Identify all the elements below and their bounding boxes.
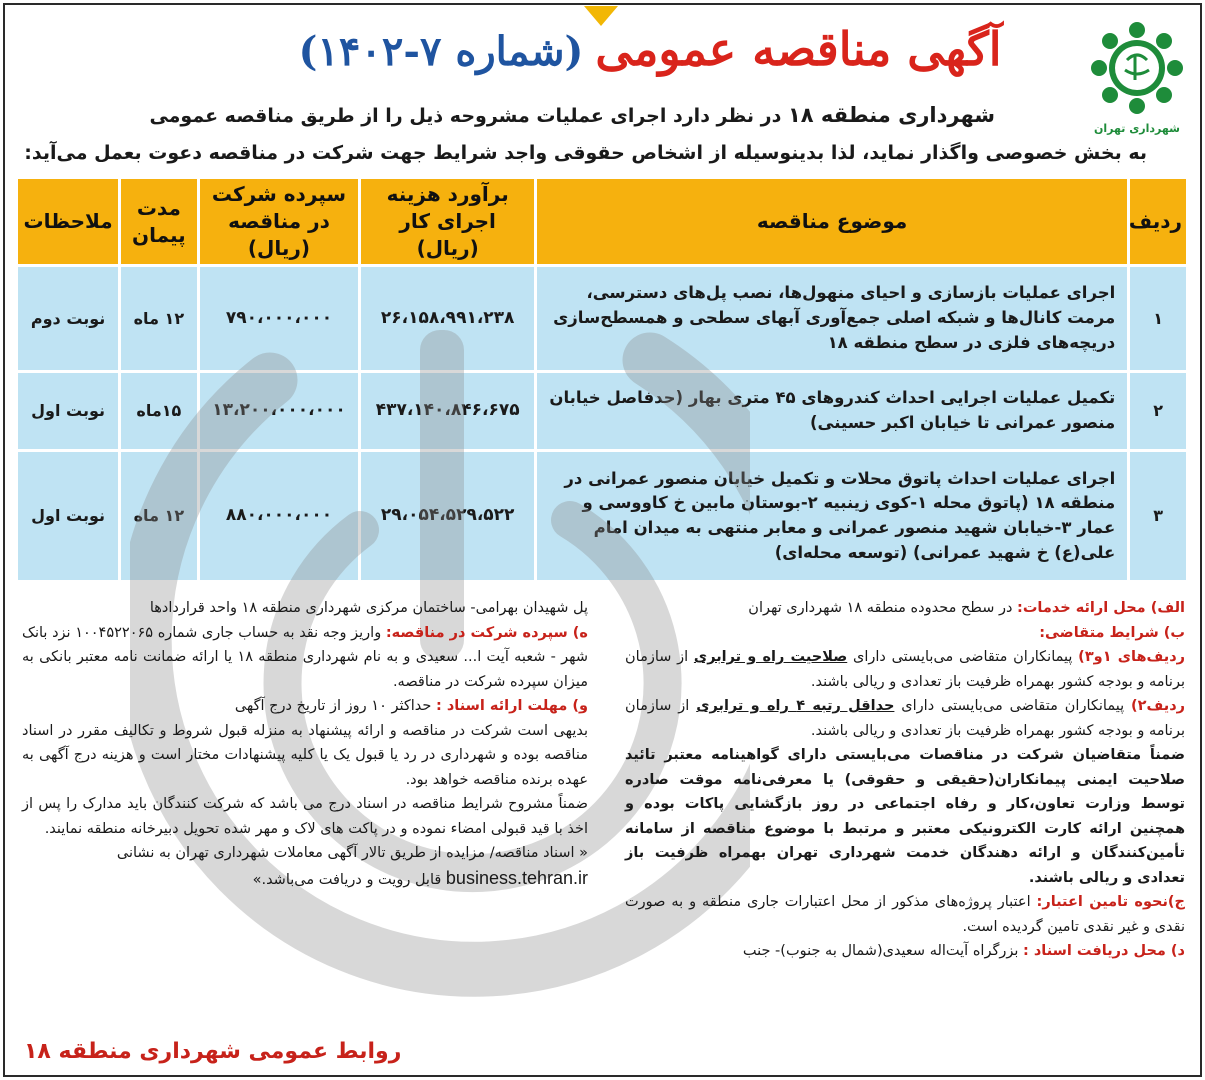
row-deposit: ۱۳،۲۰۰،۰۰۰،۰۰۰ [200,373,359,449]
service-location-text: در سطح محدوده منطقه ۱۸ شهرداری تهران [748,600,1013,616]
intro-line-1 [149,103,995,127]
row-deposit: ۷۹۰،۰۰۰،۰۰۰ [200,267,359,370]
table-row [18,267,1186,370]
label-funding: ج)نحوه تامین اعتبار: [1036,894,1186,910]
row-duration: ۱۲ ماه [121,452,196,580]
table-row [18,373,1186,449]
rows-1-3-pre: پیمانکاران متقاضی می‌بایستی دارای [852,649,1073,665]
conditions-left-column [22,596,588,892]
logo-text: شهرداری تهران [1094,122,1180,135]
intro-org: شهرداری منطقه ۱۸ [787,103,995,127]
row-duration: ۱۲ ماه [121,267,196,370]
row-estimate: ۲۹،۰۵۴،۵۲۹،۵۲۲ [361,452,533,580]
header-duration: مدت پیمان [121,179,196,264]
row-notes: نوبت دوم [18,267,118,370]
row-number: ۳ [1130,452,1186,580]
portal-url-link[interactable]: business.tehran.ir [445,867,588,888]
portal-text-end: قابل رویت و دریافت می‌باشد.» [252,871,442,888]
conditions-right-column [625,596,1185,964]
header-row-number: ردیف [1130,179,1186,264]
row-notes: نوبت اول [18,373,118,449]
safety-certificate-paragraph: ضمناً متقاضیان شرکت در مناقصات می‌بایستی دارای گواهینامه معتبر تائید صلاحیت ایمنی پیمانکاران(حقیقی و حقوقی) یا معرفی‌نامه موقت صادره توسط وزارت تعاون،کار و رفاه اجتماعی در روز بازگشایی پاکات بوده و همچنین ارائه کارت الکترونیکی معتبر و مرتبط با موضوع مناقصه از سامانه تأمین‌کنندگان و ارائه دهندگان خدمت شهرداری تهران بهمراه ظرفیت باز تعدادی و ریالی باشند. [625,747,1185,886]
footer-public-relations: روابط عمومی شهرداری منطقه ۱۸ [24,1039,402,1064]
intro-line-2: به بخش خصوصی واگذار نماید، لذا بدینوسیله از اشخاص حقوقی واجد شرایط جهت شرکت در مناقصه دعوت بعمل می‌آید: [24,142,1147,164]
terms-paragraph: بدیهی است شرکت در مناقصه و ارائه پیشنهاد به منزله قبول شروط و تکالیف مقرر در اسناد مناقصه بوده و شهرداری در رد یا قبول یک یا کلیه پیشنهادات مختار است و هزینه درج آگهی به عهده برنده مناقصه خواهد بود. [22,722,588,788]
tender-table [15,176,1189,583]
label-document-location: د) محل دریافت اسناد : [1023,943,1185,959]
row-estimate: ۲۶،۱۵۸،۹۹۱،۲۳۸ [361,267,533,370]
title-number: (شماره ۷-۱۴۰۲) [298,28,584,75]
label-row-2: ردیف۲) [1131,698,1186,714]
row-duration: ۱۵ماه [121,373,196,449]
rows-1-3-post: از سازمان برنامه و بودجه کشور بهمراه ظرفیت باز تعدادی و ریالی باشند. [625,649,1185,690]
row-estimate: ۴۳۷،۱۴۰،۸۴۶،۶۷۵ [361,373,533,449]
header-subject: موضوع مناقصه [537,179,1127,264]
deadline-text: حداکثر ۱۰ روز از تاریخ درج آگهی [234,698,432,714]
funding-text: اعتبار پروژه‌های مذکور از محل اعتبارات جاری منطقه و به صورت نقدی و غیر نقدی تامین گردیده است. [625,894,1185,935]
label-rows-1-3: ردیف‌های ۱و۳) [1078,649,1186,665]
row-2-qualification: حداقل رتبه ۴ راه و ترابری [696,698,895,714]
address-continued: پل شهیدان بهرامی- ساختمان مرکزی شهرداری منطقه ۱۸ واحد قراردادها [149,600,588,616]
label-applicant-conditions: ب) شرایط متقاضی: [1039,624,1185,641]
portal-text: « اسناد مناقصه/ مزایده از طریق تالار آگهی معاملات شهرداری تهران به نشانی [116,845,588,861]
label-deposit: ه) سپرده شرکت در مناقصه: [385,624,588,641]
deposit-text: واریز وجه نقد به حساب جاری شماره ۱۰۰۴۵۲۲۰۶۵ نزد بانک شهر - شعبه آیت ا... سعیدی و به نام شهرداری منطقه ۱۸ یا ارائه ضمانت نامه معتبر بانکی به میزان سپرده شرکت در مناقصه. [22,624,589,690]
header-notes: ملاحظات [18,179,118,264]
label-service-location: الف) محل ارائه خدمات: [1017,600,1185,616]
row-number: ۲ [1130,373,1186,449]
row-subject: اجرای عملیات بازسازی و احیای منهول‌ها، نصب پل‌های دسترسی، مرمت کانال‌ها و شبکه اصلی جمع‌آوری آبهای سطحی و همسطح‌سازی دریچه‌های فلزی در سطح منطقه ۱۸ [537,267,1127,370]
portal-paragraph [22,841,588,892]
page-title [240,22,1060,76]
document-location-text: بزرگراه آیت‌اله سعیدی(شمال به جنوب)- جنب [742,943,1019,959]
rows-1-3-qualification: صلاحیت راه و ترابری [693,649,848,665]
row-number: ۱ [1130,267,1186,370]
row-subject: اجرای عملیات احداث پاتوق محلات و تکمیل خیابان منصور عمرانی در منطقه ۱۸ (پاتوق محله ۱-کوی زینبیه ۲-بوستان مابین خ کاووسی و عمار ۳-خیابان شهید منصور عمرانی و معابر منتهی به میدان امام علی(ع) خ شهید عمرانی) (توسعه محله‌ای) [537,452,1127,580]
header-estimate: برآورد هزینه اجرای کار (ریال) [361,179,533,264]
header-deposit: سپرده شرکت در مناقصه (ریال) [200,179,359,264]
label-deadline: و) مهلت ارائه اسناد : [435,698,588,714]
title-main: آگهی مناقصه عمومی [595,22,1002,76]
row-notes: نوبت اول [18,452,118,580]
intro-line1-text: در نظر دارد اجرای عملیات مشروحه ذیل را از طریق مناقصه عمومی [149,105,782,127]
row-subject: تکمیل عملیات اجرایی احداث کندروهای ۴۵ متری بهار (حدفاصل خیابان منصور عمرانی تا خیابان اکبر حسینی) [537,373,1127,449]
row-2-pre: پیمانکاران متقاضی می‌بایستی دارای [901,698,1125,714]
row-2-post: از سازمان برنامه و بودجه کشور بهمراه ظرفیت باز تعدادی و ریالی باشند. [625,698,1185,739]
table-row [18,452,1186,580]
row-deposit: ۸۸۰،۰۰۰،۰۰۰ [200,452,359,580]
documents-paragraph: ضمناً مشروح شرایط مناقصه در اسناد درج می باشد که شرکت کنندگان باید مدارک را پس از اخذ با قید قبولی امضاء نموده و در پاکت های لاک و مهر شده تحویل دبیرخانه منطقه نمایند. [22,796,588,837]
tehran-municipality-logo [1091,20,1183,138]
